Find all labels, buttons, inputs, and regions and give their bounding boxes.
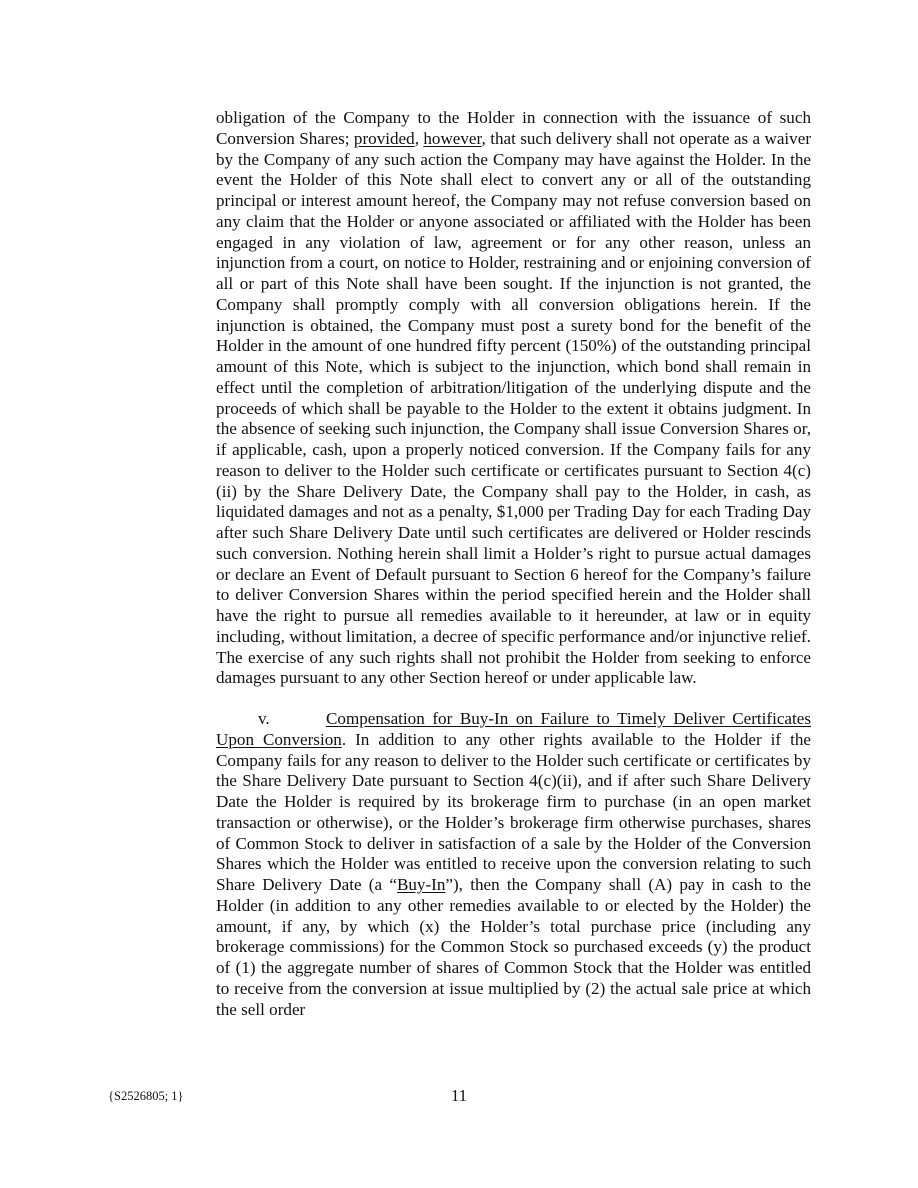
paragraph1-comma: , bbox=[414, 128, 424, 148]
section-heading: Compensation for Buy-In on Failure to Timely Deliver Certificates Upon Conversion bbox=[216, 709, 811, 749]
however-term: however bbox=[423, 128, 482, 148]
paragraph-conversion-obligations bbox=[216, 108, 811, 689]
paragraph1-rest: , that such delivery shall not operate as a waiver by the Company of any such action the Company may have against the Holder. In the event the Holder of this Note shall elect to convert any or all of the outstanding principal or interest amount hereof, the Company may not refuse conversion based on any claim that the Holder or anyone associated or affiliated with the Holder has been engaged in any violation of law, agreement or for any other reason, unless an injunction from a court, on notice to Holder, restraining and or enjoining conversion of all or part of this Note shall have been sought. If the injunction is not granted, the Company shall promptly comply with all conversion obligations herein. If the injunction is obtained, the Company must post a surety bond for the benefit of the Holder in the amount of one hundred fifty percent (150%) of the outstanding principal amount of this Note, which is subject to the injunction, which bond shall remain in effect until the completion of arbitration/litigation of the underlying dispute and the proceeds of which shall be payable to the Holder to the extent it obtains judgment. In the absence of seeking such injunction, the Company shall issue Conversion Shares or, if applicable, cash, upon a properly noticed conversion. If the Company fails for any reason to deliver to the Holder such certificate or certificates pursuant to Section 4(c)(ii) by the Share Delivery Date, the Company shall pay to the Holder, in cash, as liquidated damages and not as a penalty, $1,000 per Trading Day for each Trading Day after such Share Delivery Date until such certificates are delivered or Holder rescinds such conversion. Nothing herein shall limit a Holder’s right to pursue actual damages or declare an Event of Default pursuant to Section 6 hereof for the Company’s failure to deliver Conversion Shares within the period specified herein and the Holder shall have the right to pursue all remedies available to it hereunder, at law or in equity including, without limitation, a decree of specific performance and/or injunctive relief. The exercise of any such rights shall not prohibit the Holder from seeking to enforce damages pursuant to any other Section hereof or under applicable law. bbox=[216, 128, 812, 688]
paragraph2-text-a: . In addition to any other rights available to the Holder if the Company fails for any reason to deliver to the Holder such certificate or certificates by the Share Delivery Date pursuant to Section 4(c)(ii), and if after such Share Delivery Date the Holder is required by its brokerage firm to purchase (in an open market transaction or otherwise), or the Holder’s brokerage firm otherwise purchases, shares of Common Stock to deliver in satisfaction of a sale by the Holder of the Conversion Shares which the Holder was entitled to receive upon the conversion relating to such Share Delivery Date (a “ bbox=[216, 729, 812, 894]
page-number: 11 bbox=[450, 1086, 468, 1105]
paragraph2-text-b: ”), then the Company shall (A) pay in cash to the Holder (in addition to any other remedies available to or elected by the Holder) the amount, if any, by which (x) the Holder’s total purchase price (including any brokerage commissions) for the Common Stock so purchased exceeds (y) the product of (1) the aggregate number of shares of Common Stock that the Holder was entitled to receive from the conversion at issue multiplied by (2) the actual sale price at which the sell order bbox=[216, 875, 811, 1019]
provided-term: provided bbox=[353, 128, 415, 148]
buy-in-term: Buy-In bbox=[396, 875, 446, 894]
document-id: {S2526805; 1} bbox=[108, 1089, 184, 1103]
section-number: v. bbox=[258, 709, 270, 728]
body-text bbox=[216, 108, 811, 1020]
paragraph-buy-in bbox=[216, 709, 811, 1020]
paragraph1-lead: obligation of the Company to the Holder in connection with the issuance of such Conversion Shares; bbox=[216, 108, 811, 148]
